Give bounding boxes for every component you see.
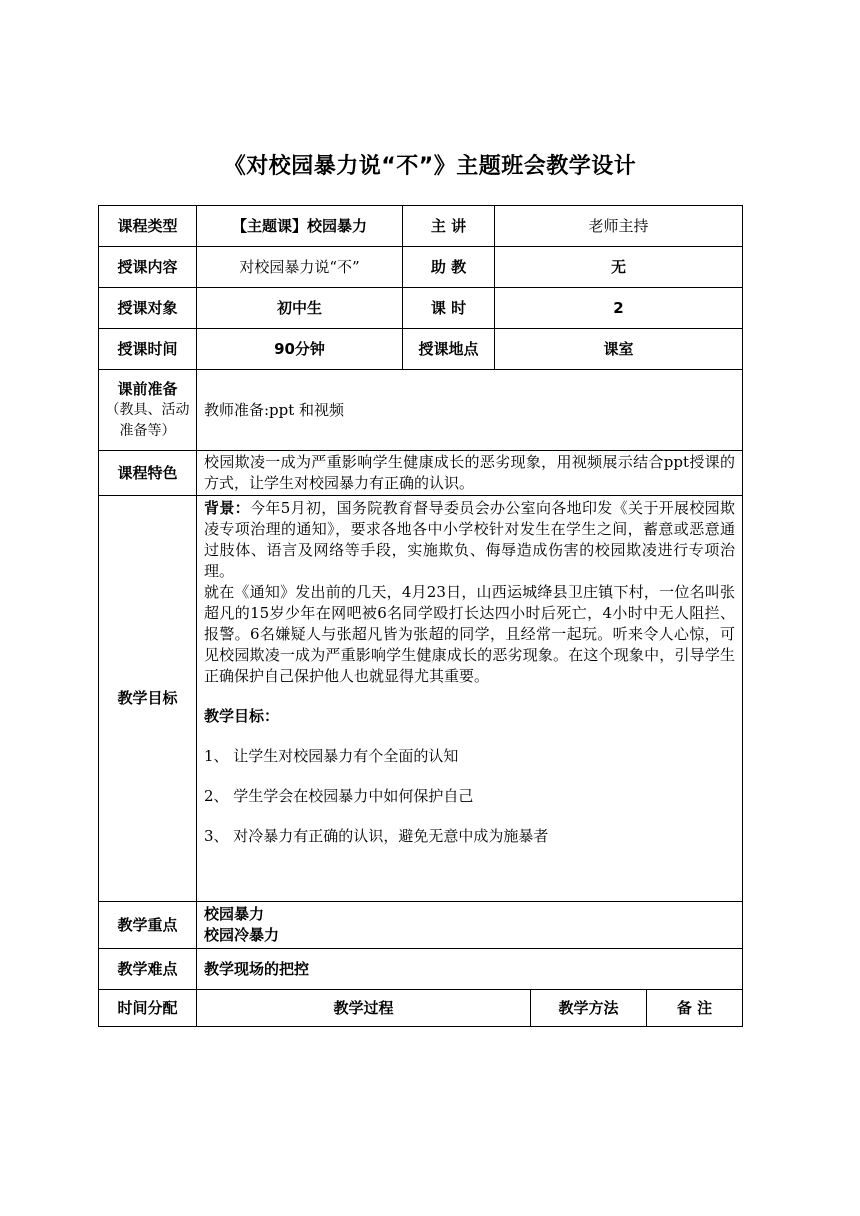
label-hours: 课 时 (403, 288, 495, 329)
label-difficulty: 教学难点 (99, 949, 197, 990)
goal-item: 2、 学生学会在校园暴力中如何保护自己 (204, 787, 474, 805)
value-time: 90分钟 (197, 329, 403, 370)
label-preparation-main: 课前准备 (117, 379, 178, 398)
background-text: 今年5月初，国务院教育督导委员会办公室向各地印发《关于开展校园欺凌专项治理的通知》，要求各地各中小学校针对发生在学生之间，蓄意或恶意通过肢体、语言及网络等手段，实施欺负、侮辱造成伤害的校园欺凌进行专项治理。 (204, 499, 736, 580)
value-content: 对校园暴力说“不” (197, 247, 403, 288)
label-content: 授课内容 (99, 247, 197, 288)
key-point-2: 校园冷暴力 (204, 926, 280, 944)
value-difficulty: 教学现场的把控 (197, 949, 743, 990)
table-row (99, 288, 743, 329)
table-row (99, 247, 743, 288)
goal-item: 3、 对冷暴力有正确的认识，避免无意中成为施暴者 (204, 827, 549, 845)
table-row (99, 902, 743, 949)
lesson-plan-table (98, 205, 743, 1027)
table-row (99, 370, 743, 451)
label-location: 授课地点 (403, 329, 495, 370)
goal-item: 1、 让学生对校园暴力有个全面的认知 (204, 747, 459, 765)
table-row (99, 451, 743, 496)
label-target: 授课对象 (99, 288, 197, 329)
label-course-type: 课程类型 (99, 206, 197, 247)
key-point-1: 校园暴力 (204, 905, 265, 923)
table-row (99, 206, 743, 247)
label-goals: 教学目标 (99, 496, 197, 902)
header-remarks: 备 注 (647, 990, 743, 1027)
table-row (99, 990, 743, 1027)
document-title: 《对校园暴力说“不”》主题班会教学设计 (223, 154, 637, 179)
label-lecturer: 主 讲 (403, 206, 495, 247)
value-location: 课室 (495, 329, 743, 370)
label-time: 授课时间 (99, 329, 197, 370)
feature-text: 校园欺凌一成为严重影响学生健康成长的恶劣现象，用视频展示结合ppt授课的方式，让学生对校园暴力有正确的认识。 (204, 453, 736, 492)
table-row (99, 496, 743, 902)
value-assistant: 无 (495, 247, 743, 288)
story-paragraph: 就在《通知》发出前的几天，4月23日，山西运城绛县卫庄镇下村，一位名叫张超凡的15岁少年在网吧被6名同学殴打长达四小时后死亡，4小时中无人阻拦、报警。6名嫌疑人与张超凡皆为张超的同学，且经常一起玩。听来令人心惊，可见校园欺凌一成为严重影响学生健康成长的恶劣现象。在这个现象中，引导学生正确保护自己保护他人也就显得尤其重要。 (204, 583, 736, 685)
header-teaching-method: 教学方法 (531, 990, 647, 1027)
background-label: 背景： (204, 499, 251, 517)
table-row (99, 949, 743, 990)
label-preparation-sub: （教具、活动准备等） (105, 401, 190, 439)
label-time-allocation: 时间分配 (99, 990, 197, 1027)
label-feature: 课程特色 (99, 451, 197, 496)
label-assistant: 助 教 (403, 247, 495, 288)
goals-subtitle: 教学目标： (204, 707, 280, 725)
value-preparation: 教师准备:ppt 和视频 (197, 370, 743, 451)
header-teaching-process: 教学过程 (197, 990, 531, 1027)
value-lecturer: 老师主持 (495, 206, 743, 247)
label-preparation (99, 370, 197, 451)
background-paragraph (204, 498, 735, 582)
value-feature (197, 451, 743, 496)
value-course-type: 【主题课】校园暴力 (197, 206, 403, 247)
table-row (99, 329, 743, 370)
value-key-points (197, 902, 743, 949)
value-target: 初中生 (197, 288, 403, 329)
value-goals (197, 496, 743, 902)
value-hours: 2 (495, 288, 743, 329)
label-key-points: 教学重点 (99, 902, 197, 949)
